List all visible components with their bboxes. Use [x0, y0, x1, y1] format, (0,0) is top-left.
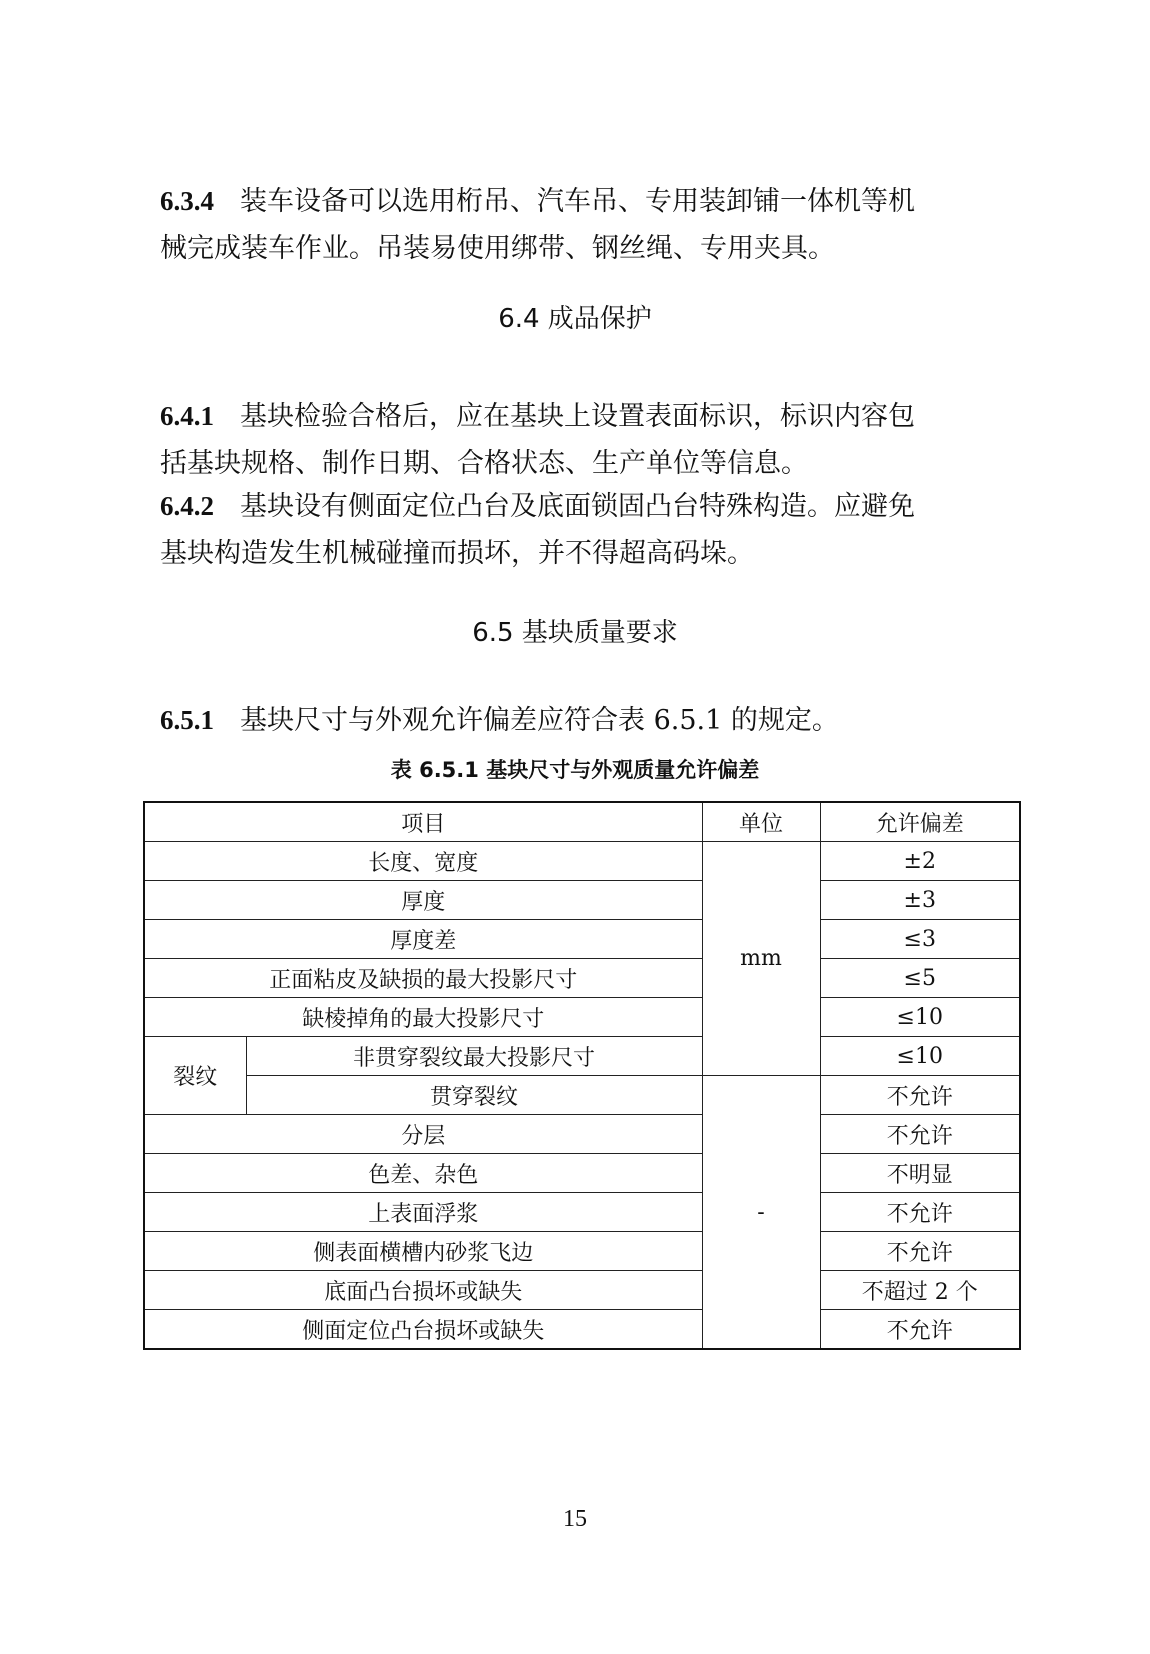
tolerance-cell: 不超过 2 个 — [820, 1271, 1020, 1310]
clause-number: 6.3.4 — [160, 186, 214, 216]
paragraph-6-4-2 — [160, 483, 1005, 577]
paragraph-text: 基块构造发生机械碰撞而损坏，并不得超高码垛。 — [160, 538, 754, 569]
table-header-row — [144, 802, 1020, 842]
item-cell: 侧面定位凸台损坏或缺失 — [144, 1310, 702, 1350]
table-row — [144, 1271, 1020, 1310]
paragraph-6-3-4 — [160, 178, 1005, 272]
item-cell: 底面凸台损坏或缺失 — [144, 1271, 702, 1310]
item-cell: 上表面浮浆 — [144, 1193, 702, 1232]
paragraph-text: 装车设备可以选用桁吊、汽车吊、专用装卸铺一体机等机 — [240, 186, 915, 217]
table-row — [144, 1232, 1020, 1271]
paragraph-6-4-1 — [160, 393, 1005, 487]
table-row — [144, 1154, 1020, 1193]
paragraph-text: 括基块规格、制作日期、合格状态、生产单位等信息。 — [160, 448, 808, 479]
table-row — [144, 959, 1020, 998]
tolerance-cell: 不允许 — [820, 1076, 1020, 1115]
tolerance-cell: 不允许 — [820, 1193, 1020, 1232]
page-number: 15 — [563, 1506, 587, 1532]
item-cell: 非贯穿裂纹最大投影尺寸 — [246, 1037, 702, 1076]
clause-number: 6.5.1 — [160, 705, 214, 735]
paragraph-text: 基块设有侧面定位凸台及底面锁固凸台特殊构造。应避免 — [240, 491, 915, 522]
item-cell: 色差、杂色 — [144, 1154, 702, 1193]
item-cell: 正面粘皮及缺损的最大投影尺寸 — [144, 959, 702, 998]
table-row — [144, 1193, 1020, 1232]
tolerance-cell: 不明显 — [820, 1154, 1020, 1193]
table-row — [144, 998, 1020, 1037]
table-caption: 表 6.5.1 基块尺寸与外观质量允许偏差 — [390, 758, 760, 782]
section-heading-6-4: 6.4 成品保护 — [498, 304, 652, 334]
tolerance-cell: ≤10 — [820, 1037, 1020, 1076]
tolerance-cell: ±2 — [820, 842, 1020, 881]
unit-cell-mm: mm — [702, 842, 820, 1076]
header-unit: 单位 — [702, 802, 820, 842]
clause-number: 6.4.2 — [160, 491, 214, 521]
item-cell: 侧表面横槽内砂浆飞边 — [144, 1232, 702, 1271]
tolerance-cell: 不允许 — [820, 1232, 1020, 1271]
table-row — [144, 1076, 1020, 1115]
item-cell: 厚度 — [144, 881, 702, 920]
table-row — [144, 1115, 1020, 1154]
header-tolerance: 允许偏差 — [820, 802, 1020, 842]
tolerance-cell: ≤3 — [820, 920, 1020, 959]
table-row — [144, 1037, 1020, 1076]
item-cell: 分层 — [144, 1115, 702, 1154]
tolerance-cell: ≤5 — [820, 959, 1020, 998]
unit-cell-dash: - — [702, 1076, 820, 1350]
paragraph-text: 械完成装车作业。吊装易使用绑带、钢丝绳、专用夹具。 — [160, 233, 835, 264]
item-cell: 缺棱掉角的最大投影尺寸 — [144, 998, 702, 1037]
paragraph-6-5-1 — [160, 697, 1005, 744]
table-row — [144, 881, 1020, 920]
item-cell: 贯穿裂纹 — [246, 1076, 702, 1115]
tolerance-cell: ≤10 — [820, 998, 1020, 1037]
tolerance-cell: ±3 — [820, 881, 1020, 920]
table-row — [144, 842, 1020, 881]
section-heading-6-5: 6.5 基块质量要求 — [472, 618, 678, 648]
item-cell: 长度、宽度 — [144, 842, 702, 881]
crack-group-cell: 裂纹 — [144, 1037, 246, 1115]
tolerance-cell: 不允许 — [820, 1310, 1020, 1350]
paragraph-text: 基块检验合格后，应在基块上设置表面标识，标识内容包 — [240, 401, 915, 432]
clause-number: 6.4.1 — [160, 401, 214, 431]
table-row — [144, 1310, 1020, 1350]
tolerance-table — [143, 801, 1021, 1350]
header-item: 项目 — [144, 802, 702, 842]
table-row — [144, 920, 1020, 959]
paragraph-text: 基块尺寸与外观允许偏差应符合表 6.5.1 的规定。 — [240, 705, 839, 736]
item-cell: 厚度差 — [144, 920, 702, 959]
tolerance-cell: 不允许 — [820, 1115, 1020, 1154]
